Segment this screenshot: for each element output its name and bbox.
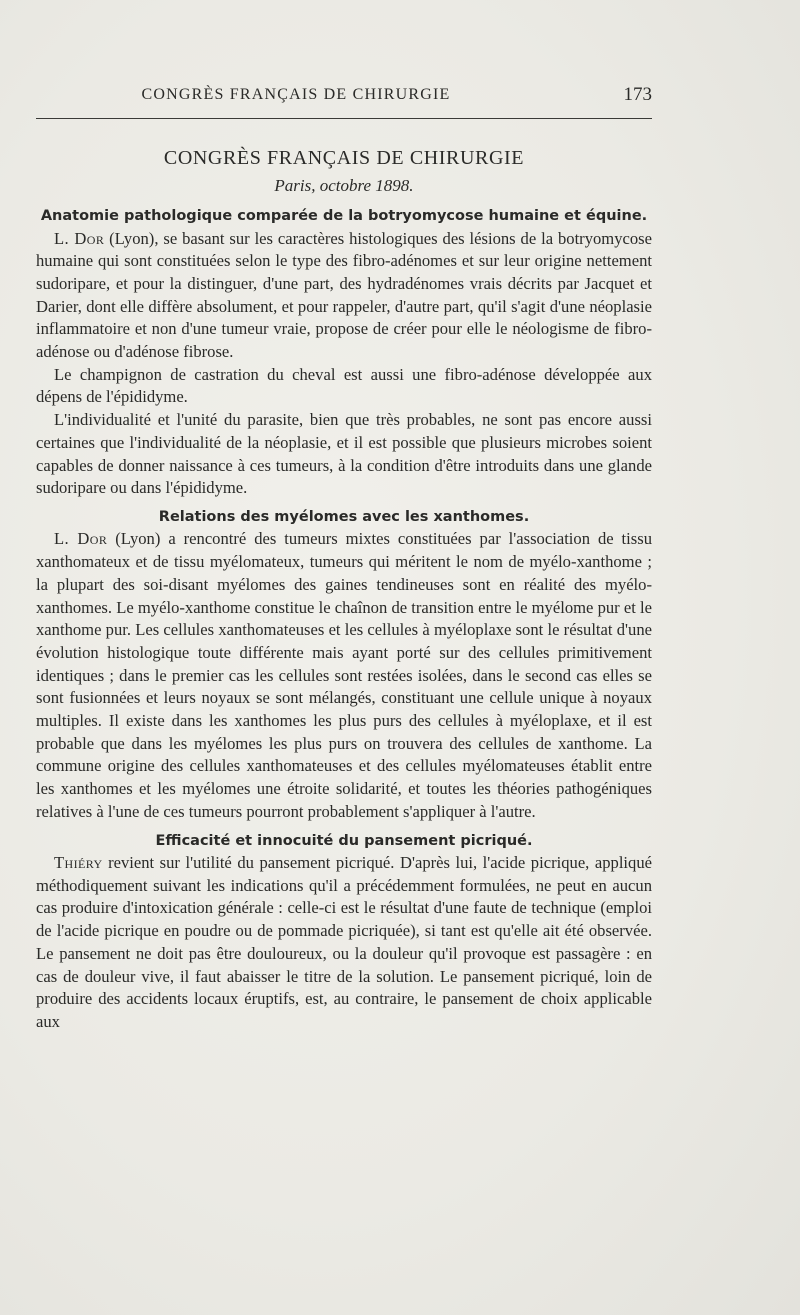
section-title-pansement-picrique: Efficacité et innocuité du pansement picriqué. (155, 832, 533, 849)
place-date: Paris, octobre 1898. (274, 176, 414, 195)
article-title: CONGRÈS FRANÇAIS DE CHIRURGIE (163, 147, 525, 169)
section-title-botryomycose: Anatomie pathologique comparée de la botryomycose humaine et équine. (40, 208, 648, 224)
header-rule (36, 118, 652, 119)
article-body (36, 143, 652, 1034)
paragraph (36, 409, 652, 500)
paragraph (36, 228, 652, 364)
paragraph-text: revient sur l'utilité du pansement picriqué. D'après lui, l'acide picrique, appliqué méthodiquement suivant les indications qu'il a précédemment formulées, ne peut en aucun cas produire d'intoxication générale : celle-ci est le résultat d'une faute de technique (emploi de l'acide picrique en poudre ou de pommade picriquée), si tant est qu'elle ait été observée. Le pansement ne doit pas être douloureux, ou la douleur qu'il provoque est passagère : en cas de douleur vive, il faut abaisser le titre de la solution. Le pansement picriqué, loin de produire des accidents locaux éruptifs, est, au contraire, le pansement de choix applicable aux (36, 853, 652, 1031)
paragraph (36, 852, 652, 1034)
paragraph-text: L'individualité et l'unité du parasite, bien que très probables, ne sont pas encore aussi certaines que l'individualité de la néoplasie, et il est possible que plusieurs microbes soient capables de donner naissance à ces tumeurs, à la condition d'être introduits dans une glande sudoripare ou dans l'épididyme. (36, 410, 652, 498)
author-name: L. Dor (54, 529, 108, 549)
page-number: 173 (623, 84, 652, 105)
paragraph-text: (Lyon) a rencontré des tumeurs mixtes constituées par l'association de tissu xanthomateux et de tissu myélomateux, tumeurs qui méritent le nom de myélo-xanthome ; la plupart des soi-disant myélomes des gaines tendineuses sont en réalité des myélo-xanthomes. Le myélo-xanthome constitue le chaînon de transition entre le myélome pur et le xanthome pur. Les cellules xanthomateuses et les cellules à myéloplaxe sont le résultat d'une évolution histologique toute différente mais ayant porté sur des cellules primitivement identiques ; dans le premier cas les cellules sont restées isolées, dans le second cas elles se sont fusionnées et leurs noyaux se sont mélangés, constituant une cellule unique à noyaux multiples. Il existe dans les xanthomes les plus purs des cellules à myéloplaxe, et il est probable que dans les myélomes les plus purs on trouvera des cellules de xanthome. La commune origine des cellules xanthomateuses et des cellules myélomateuses établit entre les xanthomes et les myélomes une étroite solidarité, et toutes les théories pathogéniques relatives à l'une de ces tumeurs pourront probablement s'appliquer à l'autre. (36, 529, 652, 821)
author-name: L. Dor (54, 228, 105, 248)
paragraph-text: Le champignon de castration du cheval est aussi une fibro-adénose développée aux dépens de l'épididyme. (36, 364, 652, 407)
paragraph (36, 528, 652, 823)
author-name: Thiéry (54, 853, 103, 873)
running-title: CONGRÈS FRANÇAIS DE CHIRURGIE (141, 86, 451, 103)
section-title-myelomes: Relations des myélomes avec les xanthomes. (158, 508, 530, 525)
paragraph-text: (Lyon), se basant sur les caractères histologiques des lésions de la botryomycose humaine qui sont constituées selon le type des fibro-adénomes et sur leur origine nettement sudoripare, et pour la distinguer, d'une part, des hydradénomes vrais décrits par Jacquet et Darier, dont elle diffère absolument, et pour rappeler, d'autre part, qu'il s'agit d'une néoplasie inflammatoire et non d'une tumeur vraie, propose de créer pour elle le néologisme de fibro-adénose ou d'adénose fibrose. (36, 228, 652, 362)
paragraph (36, 364, 652, 409)
running-header (36, 84, 652, 108)
